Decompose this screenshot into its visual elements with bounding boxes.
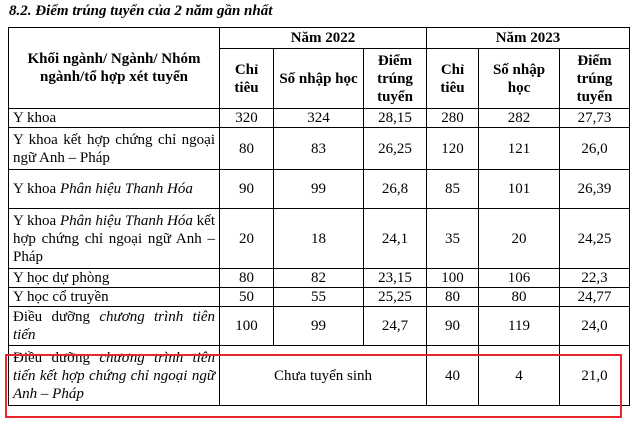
quota-2022: 100 bbox=[220, 307, 274, 346]
header-quota-2023: Chỉ tiêu bbox=[427, 49, 479, 109]
score-2023: 27,73 bbox=[560, 109, 630, 128]
header-score-2023: Điểm trúng tuyển bbox=[560, 49, 630, 109]
header-year-2023: Năm 2023 bbox=[427, 28, 630, 49]
quota-2022: 20 bbox=[220, 209, 274, 269]
table-row bbox=[9, 346, 630, 406]
table-row bbox=[9, 269, 630, 288]
quota-2023: 90 bbox=[427, 307, 479, 346]
quota-2023: 85 bbox=[427, 170, 479, 209]
admitted-2023: 106 bbox=[479, 269, 560, 288]
quota-2023: 80 bbox=[427, 288, 479, 307]
score-2022: 25,25 bbox=[364, 288, 427, 307]
major-name: Y học cổ truyền bbox=[9, 288, 220, 307]
table-row bbox=[9, 307, 630, 346]
quota-2023: 120 bbox=[427, 128, 479, 170]
header-admitted-2023: Số nhập học bbox=[479, 49, 560, 109]
table-row bbox=[9, 209, 630, 269]
major-name: Y khoa bbox=[9, 109, 220, 128]
admitted-2022: 18 bbox=[274, 209, 364, 269]
quota-2023: 280 bbox=[427, 109, 479, 128]
admitted-2022: 83 bbox=[274, 128, 364, 170]
score-2022: 28,15 bbox=[364, 109, 427, 128]
admitted-2022: 82 bbox=[274, 269, 364, 288]
table-row bbox=[9, 170, 630, 209]
score-2022: 26,8 bbox=[364, 170, 427, 209]
header-admitted-2022: Số nhập học bbox=[274, 49, 364, 109]
score-2023: 22,3 bbox=[560, 269, 630, 288]
admitted-2023: 119 bbox=[479, 307, 560, 346]
section-heading: 8.2. Điểm trúng tuyển của 2 năm gần nhất bbox=[9, 3, 273, 19]
quota-2022: 50 bbox=[220, 288, 274, 307]
admitted-2023: 4 bbox=[479, 346, 560, 406]
score-2023: 21,0 bbox=[560, 346, 630, 406]
admitted-2023: 101 bbox=[479, 170, 560, 209]
quota-2022: 80 bbox=[220, 128, 274, 170]
admitted-2023: 121 bbox=[479, 128, 560, 170]
score-2023: 26,39 bbox=[560, 170, 630, 209]
quota-2023: 35 bbox=[427, 209, 479, 269]
major-name: Y khoa Phân hiệu Thanh Hóa bbox=[9, 170, 220, 209]
major-name: Y học dự phòng bbox=[9, 269, 220, 288]
score-2022: 26,25 bbox=[364, 128, 427, 170]
admitted-2022: 99 bbox=[274, 307, 364, 346]
score-2022: 24,7 bbox=[364, 307, 427, 346]
major-name: Điều dưỡng chương trình tiên tiến bbox=[9, 307, 220, 346]
quota-2023: 100 bbox=[427, 269, 479, 288]
quota-2023: 40 bbox=[427, 346, 479, 406]
header-year-2022: Năm 2022 bbox=[220, 28, 427, 49]
admitted-2022: 55 bbox=[274, 288, 364, 307]
header-quota-2022: Chỉ tiêu bbox=[220, 49, 274, 109]
header-score-2022: Điểm trúng tuyển bbox=[364, 49, 427, 109]
score-2023: 26,0 bbox=[560, 128, 630, 170]
table-row bbox=[9, 109, 630, 128]
admission-score-table bbox=[8, 27, 630, 406]
score-2023: 24,25 bbox=[560, 209, 630, 269]
admitted-2023: 282 bbox=[479, 109, 560, 128]
score-2022: 24,1 bbox=[364, 209, 427, 269]
quota-2022: 320 bbox=[220, 109, 274, 128]
major-name: Y khoa kết hợp chứng chỉ ngoại ngữ Anh – Pháp bbox=[9, 128, 220, 170]
header-major: Khối ngành/ Ngành/ Nhóm ngành/tổ hợp xét tuyển bbox=[9, 28, 220, 109]
not-yet-enrolled-note: Chưa tuyển sinh bbox=[220, 346, 427, 406]
quota-2022: 80 bbox=[220, 269, 274, 288]
admitted-2022: 99 bbox=[274, 170, 364, 209]
quota-2022: 90 bbox=[220, 170, 274, 209]
score-2022: 23,15 bbox=[364, 269, 427, 288]
major-name: Y khoa Phân hiệu Thanh Hóa kết hợp chứng chỉ ngoại ngữ Anh – Pháp bbox=[9, 209, 220, 269]
table-row bbox=[9, 128, 630, 170]
table-row bbox=[9, 288, 630, 307]
admitted-2022: 324 bbox=[274, 109, 364, 128]
score-2023: 24,77 bbox=[560, 288, 630, 307]
admitted-2023: 80 bbox=[479, 288, 560, 307]
score-2023: 24,0 bbox=[560, 307, 630, 346]
major-name: Điều dưỡng chương trình tiên tiến kết hợp chứng chỉ ngoại ngữ Anh – Pháp bbox=[9, 346, 220, 406]
admitted-2023: 20 bbox=[479, 209, 560, 269]
